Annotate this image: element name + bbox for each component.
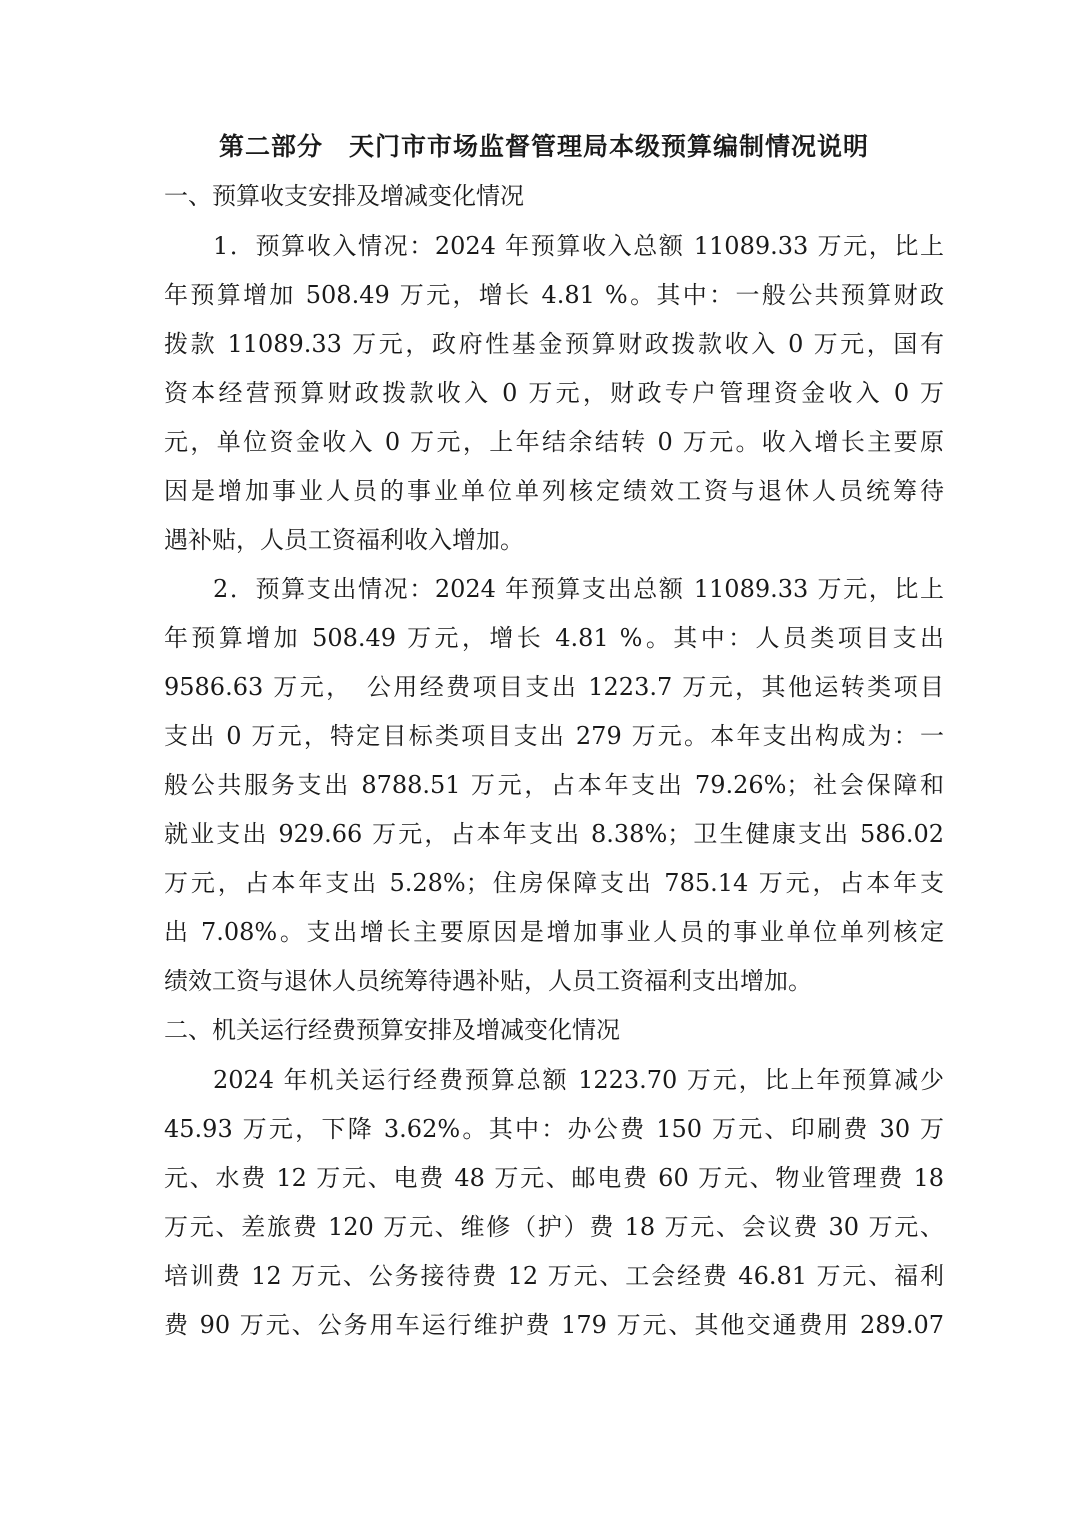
paragraph-line: 绩效工资与退休人员统筹待遇补贴，人员工资福利支出增加。 [164,967,812,995]
section-heading-2: 二、机关运行经费预算安排及增减变化情况 [164,1016,620,1044]
paragraph-line: 出 7.08%。支出增长主要原因是增加事业人员的事业单位单列核定 [164,918,944,946]
paragraph-line: 9586.63 万元， 公用经费项目支出 1223.7 万元，其他运转类项目 [164,673,944,701]
paragraph-line: 就业支出 929.66 万元，占本年支出 8.38%；卫生健康支出 586.02 [164,820,944,848]
paragraph-line: 支出 0 万元，特定目标类项目支出 279 万元。本年支出构成为：一 [164,722,944,750]
paragraph-line: 培训费 12 万元、公务接待费 12 万元、工会经费 46.81 万元、福利 [164,1262,944,1290]
paragraph-line: 年预算增加 508.49 万元，增长 4.81 %。其中：一般公共预算财政 [164,281,944,309]
section-heading-1: 一、预算收支安排及增减变化情况 [164,182,524,210]
paragraph-line: 遇补贴，人员工资福利收入增加。 [164,526,524,554]
paragraph-line: 因是增加事业人员的事业单位单列核定绩效工资与退休人员统筹待 [164,477,944,505]
paragraph-line: 45.93 万元，下降 3.62%。其中：办公费 150 万元、印刷费 30 万 [164,1115,944,1143]
paragraph-line: 元，单位资金收入 0 万元，上年结余结转 0 万元。收入增长主要原 [164,428,944,456]
paragraph-line: 年预算增加 508.49 万元，增长 4.81 %。其中：人员类项目支出 [164,624,944,652]
paragraph-line: 元、水费 12 万元、电费 48 万元、邮电费 60 万元、物业管理费 18 [164,1164,944,1192]
paragraph-line: 2．预算支出情况：2024 年预算支出总额 11089.33 万元，比上 [213,575,944,603]
paragraph-line: 1．预算收入情况：2024 年预算收入总额 11089.33 万元，比上 [213,232,944,260]
document-title: 第二部分 天门市市场监督管理局本级预算编制情况说明 [218,132,869,161]
paragraph-line: 拨款 11089.33 万元，政府性基金预算财政拨款收入 0 万元，国有 [164,330,944,358]
paragraph-line: 资本经营预算财政拨款收入 0 万元，财政专户管理资金收入 0 万 [164,379,944,407]
paragraph-line: 费 90 万元、公务用车运行维护费 179 万元、其他交通费用 289.07 [164,1311,944,1339]
paragraph-line: 般公共服务支出 8788.51 万元，占本年支出 79.26%；社会保障和 [164,771,944,799]
paragraph-line: 2024 年机关运行经费预算总额 1223.70 万元，比上年预算减少 [213,1066,944,1094]
paragraph-line: 万元、差旅费 120 万元、维修（护）费 18 万元、会议费 30 万元、 [164,1213,944,1241]
paragraph-line: 万元，占本年支出 5.28%；住房保障支出 785.14 万元，占本年支 [164,869,944,897]
